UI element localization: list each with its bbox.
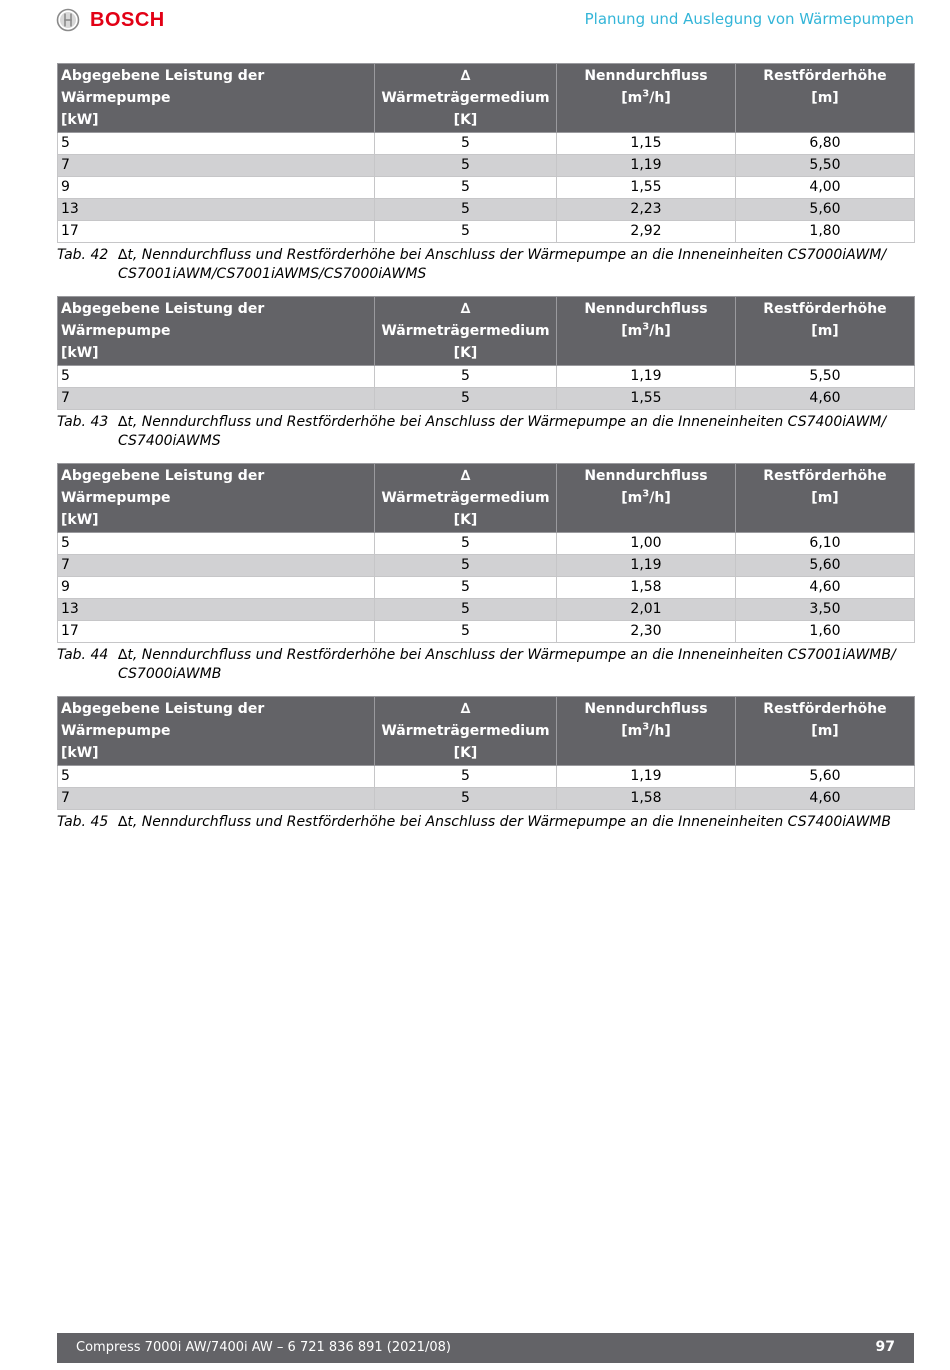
table-row: [58, 221, 915, 243]
cell-power: 17: [58, 221, 375, 243]
cell-delta: 5: [375, 533, 557, 555]
cell-head: 4,60: [736, 788, 915, 810]
cell-flow: 1,15: [557, 133, 736, 155]
header-label: Restförderhöhe: [763, 701, 887, 717]
cell-delta: 5: [375, 366, 557, 388]
caption-text: ∆t, Nenndurchfluss und Restförderhöhe bei Anschluss der Wärmepumpe an die Inneneinheiten CS7001iAWMB/ CS7000iAWMB: [118, 647, 896, 682]
header-unit: [kW]: [61, 512, 99, 528]
table-row: [58, 133, 915, 155]
table-caption: [57, 246, 914, 284]
cell-flow: 1,58: [557, 577, 736, 599]
header-delta-medium: [375, 297, 557, 366]
table-row: [58, 199, 915, 221]
header-unit: [m: [621, 323, 643, 339]
header-unit-superscript: 3: [642, 88, 650, 100]
header-residual-head: [736, 297, 915, 366]
header-power: [58, 297, 375, 366]
cell-head: 4,60: [736, 388, 915, 410]
table-header-row: [58, 64, 915, 133]
cell-flow: 2,92: [557, 221, 736, 243]
table-caption: [57, 413, 914, 451]
cell-delta: 5: [375, 766, 557, 788]
header-label: ∆ Wärmeträgermedium: [381, 701, 550, 739]
data-table: [57, 63, 915, 243]
cell-power: 5: [58, 133, 375, 155]
header-unit: [K]: [453, 112, 478, 128]
header-unit: [m]: [811, 323, 839, 339]
header-unit: [m]: [811, 490, 839, 506]
cell-head: 5,50: [736, 155, 915, 177]
table-row: [58, 599, 915, 621]
header-unit: /h]: [649, 323, 671, 339]
table-caption: [57, 646, 914, 684]
table-row: [58, 533, 915, 555]
cell-flow: 1,00: [557, 533, 736, 555]
cell-delta: 5: [375, 788, 557, 810]
cell-power: 7: [58, 388, 375, 410]
header-label: ∆ Wärmeträgermedium: [381, 468, 550, 506]
cell-head: 4,00: [736, 177, 915, 199]
data-table: [57, 296, 915, 410]
header-unit: [m: [621, 490, 643, 506]
header-unit-superscript: 3: [642, 721, 650, 733]
cell-head: 3,50: [736, 599, 915, 621]
cell-power: 7: [58, 555, 375, 577]
header-residual-head: [736, 464, 915, 533]
header-unit: [K]: [453, 512, 478, 528]
header-delta-medium: [375, 64, 557, 133]
header-label: Nenndurchfluss: [584, 701, 708, 717]
header-unit: [m]: [811, 90, 839, 106]
cell-flow: 1,55: [557, 388, 736, 410]
document-body: [57, 63, 914, 844]
cell-delta: 5: [375, 388, 557, 410]
header-label: Abgegebene Leistung der Wärmepumpe: [61, 701, 265, 739]
bosch-armature-icon: [56, 8, 80, 32]
bosch-logo: [56, 8, 165, 32]
cell-flow: 2,01: [557, 599, 736, 621]
header-residual-head: [736, 64, 915, 133]
cell-delta: 5: [375, 221, 557, 243]
cell-power: 13: [58, 199, 375, 221]
header-power: [58, 697, 375, 766]
header-unit: [kW]: [61, 112, 99, 128]
cell-head: 1,80: [736, 221, 915, 243]
cell-delta: 5: [375, 199, 557, 221]
table-row: [58, 555, 915, 577]
cell-flow: 1,19: [557, 555, 736, 577]
caption-label: Tab. 45: [57, 814, 109, 830]
cell-delta: 5: [375, 133, 557, 155]
table-header-row: [58, 297, 915, 366]
header-label: Restförderhöhe: [763, 68, 887, 84]
header-unit: /h]: [649, 490, 671, 506]
header-unit: [K]: [453, 345, 478, 361]
header-unit: [m]: [811, 723, 839, 739]
header-label: Nenndurchfluss: [584, 468, 708, 484]
table-header-row: [58, 697, 915, 766]
cell-flow: 1,19: [557, 155, 736, 177]
table-row: [58, 366, 915, 388]
header-label: Nenndurchfluss: [584, 301, 708, 317]
header-residual-head: [736, 697, 915, 766]
cell-power: 13: [58, 599, 375, 621]
header-label: Restförderhöhe: [763, 468, 887, 484]
header-unit-superscript: 3: [642, 488, 650, 500]
cell-head: 4,60: [736, 577, 915, 599]
caption-text: ∆t, Nenndurchfluss und Restförderhöhe bei Anschluss der Wärmepumpe an die Inneneinheiten CS7400iAWM/ CS7400iAWMS: [118, 414, 887, 449]
cell-head: 6,10: [736, 533, 915, 555]
header-unit: [m: [621, 90, 643, 106]
header-label: Restförderhöhe: [763, 301, 887, 317]
header-label: Nenndurchfluss: [584, 68, 708, 84]
caption-text: ∆t, Nenndurchfluss und Restförderhöhe bei Anschluss der Wärmepumpe an die Inneneinheiten CS7400iAWMB: [118, 814, 891, 830]
header-unit: [m: [621, 723, 643, 739]
cell-head: 5,60: [736, 199, 915, 221]
cell-flow: 1,58: [557, 788, 736, 810]
page-header: [0, 0, 950, 45]
header-label: Abgegebene Leistung der Wärmepumpe: [61, 301, 265, 339]
caption-label: Tab. 43: [57, 414, 109, 430]
header-unit-superscript: 3: [642, 321, 650, 333]
cell-power: 7: [58, 788, 375, 810]
cell-flow: 1,55: [557, 177, 736, 199]
cell-head: 5,50: [736, 366, 915, 388]
cell-head: 5,60: [736, 766, 915, 788]
cell-delta: 5: [375, 621, 557, 643]
cell-flow: 2,23: [557, 199, 736, 221]
document-reference: Compress 7000i AW/7400i AW – 6 721 836 891 (2021/08): [76, 1340, 451, 1355]
cell-delta: 5: [375, 599, 557, 621]
page-footer: [57, 1333, 914, 1363]
header-nominal-flow: [557, 64, 736, 133]
caption-text: ∆t, Nenndurchfluss und Restförderhöhe bei Anschluss der Wärmepumpe an die Inneneinheiten CS7000iAWM/ CS7001iAWM/CS7001iAWMS/CS7000iAWMS: [118, 247, 887, 282]
table-row: [58, 788, 915, 810]
header-label: Abgegebene Leistung der Wärmepumpe: [61, 468, 265, 506]
header-unit: [K]: [453, 745, 478, 761]
cell-power: 5: [58, 533, 375, 555]
cell-delta: 5: [375, 555, 557, 577]
header-nominal-flow: [557, 297, 736, 366]
table-header-row: [58, 464, 915, 533]
cell-delta: 5: [375, 177, 557, 199]
table-row: [58, 621, 915, 643]
cell-flow: 2,30: [557, 621, 736, 643]
caption-label: Tab. 42: [57, 247, 109, 263]
cell-power: 7: [58, 155, 375, 177]
cell-head: 1,60: [736, 621, 915, 643]
header-unit: [kW]: [61, 745, 99, 761]
cell-delta: 5: [375, 155, 557, 177]
cell-power: 9: [58, 577, 375, 599]
header-label: ∆ Wärmeträgermedium: [381, 68, 550, 106]
cell-head: 6,80: [736, 133, 915, 155]
cell-delta: 5: [375, 577, 557, 599]
header-label: ∆ Wärmeträgermedium: [381, 301, 550, 339]
cell-power: 17: [58, 621, 375, 643]
section-title: Planung und Auslegung von Wärmepumpen: [584, 10, 914, 28]
caption-label: Tab. 44: [57, 647, 109, 663]
header-delta-medium: [375, 697, 557, 766]
table-row: [58, 155, 915, 177]
table-row: [58, 177, 915, 199]
header-unit: /h]: [649, 723, 671, 739]
header-power: [58, 64, 375, 133]
page-number: 97: [875, 1339, 895, 1355]
cell-flow: 1,19: [557, 366, 736, 388]
table-row: [58, 766, 915, 788]
table-caption: [57, 813, 914, 832]
cell-power: 5: [58, 366, 375, 388]
header-unit: /h]: [649, 90, 671, 106]
data-table: [57, 696, 915, 810]
header-nominal-flow: [557, 464, 736, 533]
cell-head: 5,60: [736, 555, 915, 577]
header-unit: [kW]: [61, 345, 99, 361]
data-table: [57, 463, 915, 643]
table-row: [58, 577, 915, 599]
header-power: [58, 464, 375, 533]
brand-name: BOSCH: [90, 8, 165, 31]
table-row: [58, 388, 915, 410]
header-label: Abgegebene Leistung der Wärmepumpe: [61, 68, 265, 106]
cell-power: 5: [58, 766, 375, 788]
header-delta-medium: [375, 464, 557, 533]
cell-power: 9: [58, 177, 375, 199]
header-nominal-flow: [557, 697, 736, 766]
cell-flow: 1,19: [557, 766, 736, 788]
